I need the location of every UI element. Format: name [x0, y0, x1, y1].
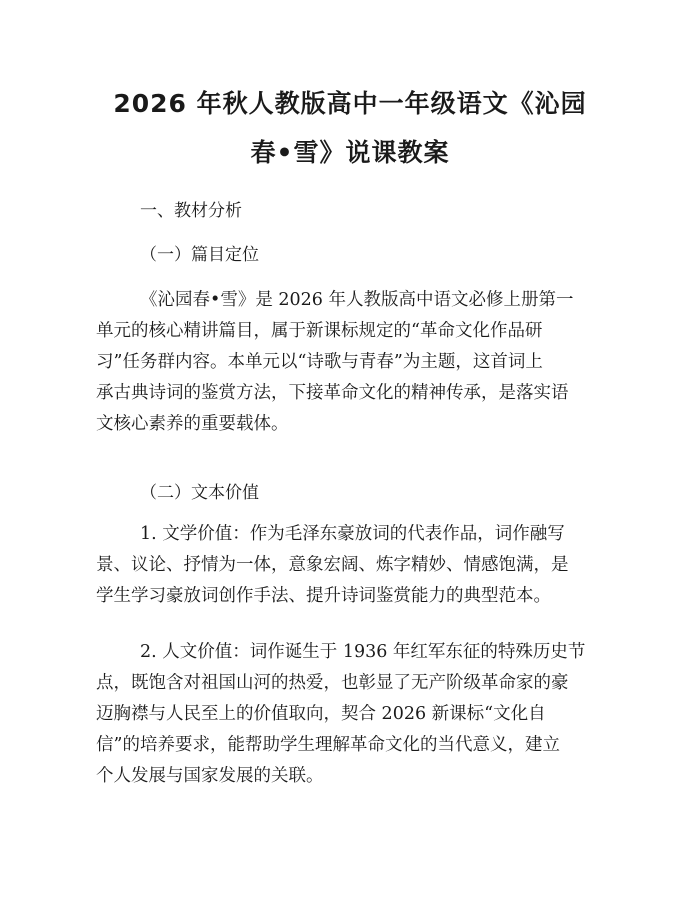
- paragraph-literary-value: [96, 519, 604, 612]
- subsection-heading-text-value: （二）文本价值: [140, 483, 259, 503]
- paragraph-line: 点，既饱含对祖国山河的热爱，也彰显了无产阶级革命家的豪: [96, 673, 569, 693]
- paragraph-line: 《沁园春•雪》是 2026 年人教版高中语文必修上册第一: [140, 290, 574, 310]
- paragraph-line: 个人发展与国家发展的关联。: [96, 766, 324, 786]
- paragraph-line: 2. 人文价值：词作诞生于 1936 年红军东征的特殊历史节: [140, 642, 586, 662]
- paragraph-line: 单元的核心精讲篇目，属于新课标规定的“革命文化作品研: [96, 321, 543, 341]
- paragraph-line: 景、议论、抒情为一体，意象宏阔、炼字精妙、情感饱满，是: [96, 555, 569, 575]
- paragraph-line: 信”的培养要求，能帮助学生理解革命文化的当代意义，建立: [96, 735, 560, 755]
- paragraph-line: 1. 文学价值：作为毛泽东豪放词的代表作品，词作融写: [140, 524, 565, 544]
- paragraph-line: 文核心素养的重要载体。: [96, 414, 289, 434]
- paragraph-line: 学生学习豪放词创作手法、提升诗词鉴赏能力的典型范本。: [96, 586, 551, 606]
- paragraph-humanistic-value: [96, 637, 604, 792]
- paragraph-line: 承古典诗词的鉴赏方法，下接革命文化的精神传承，是落实语: [96, 383, 569, 403]
- paragraph-positioning: [96, 285, 604, 440]
- paragraph-line: 迈胸襟与人民至上的价值取向，契合 2026 新课标“文化自: [96, 704, 546, 724]
- document-title-line-2: 春•雪》说课教案: [250, 138, 450, 167]
- paragraph-line: 习”任务群内容。本单元以“诗歌与青春”为主题，这首词上: [96, 352, 543, 372]
- subsection-heading-positioning: （一）篇目定位: [140, 245, 259, 265]
- section-heading-teaching-material-analysis: 一、教材分析: [140, 201, 242, 221]
- document-title-line-1: 2026 年秋人教版高中一年级语文《沁园: [113, 89, 587, 118]
